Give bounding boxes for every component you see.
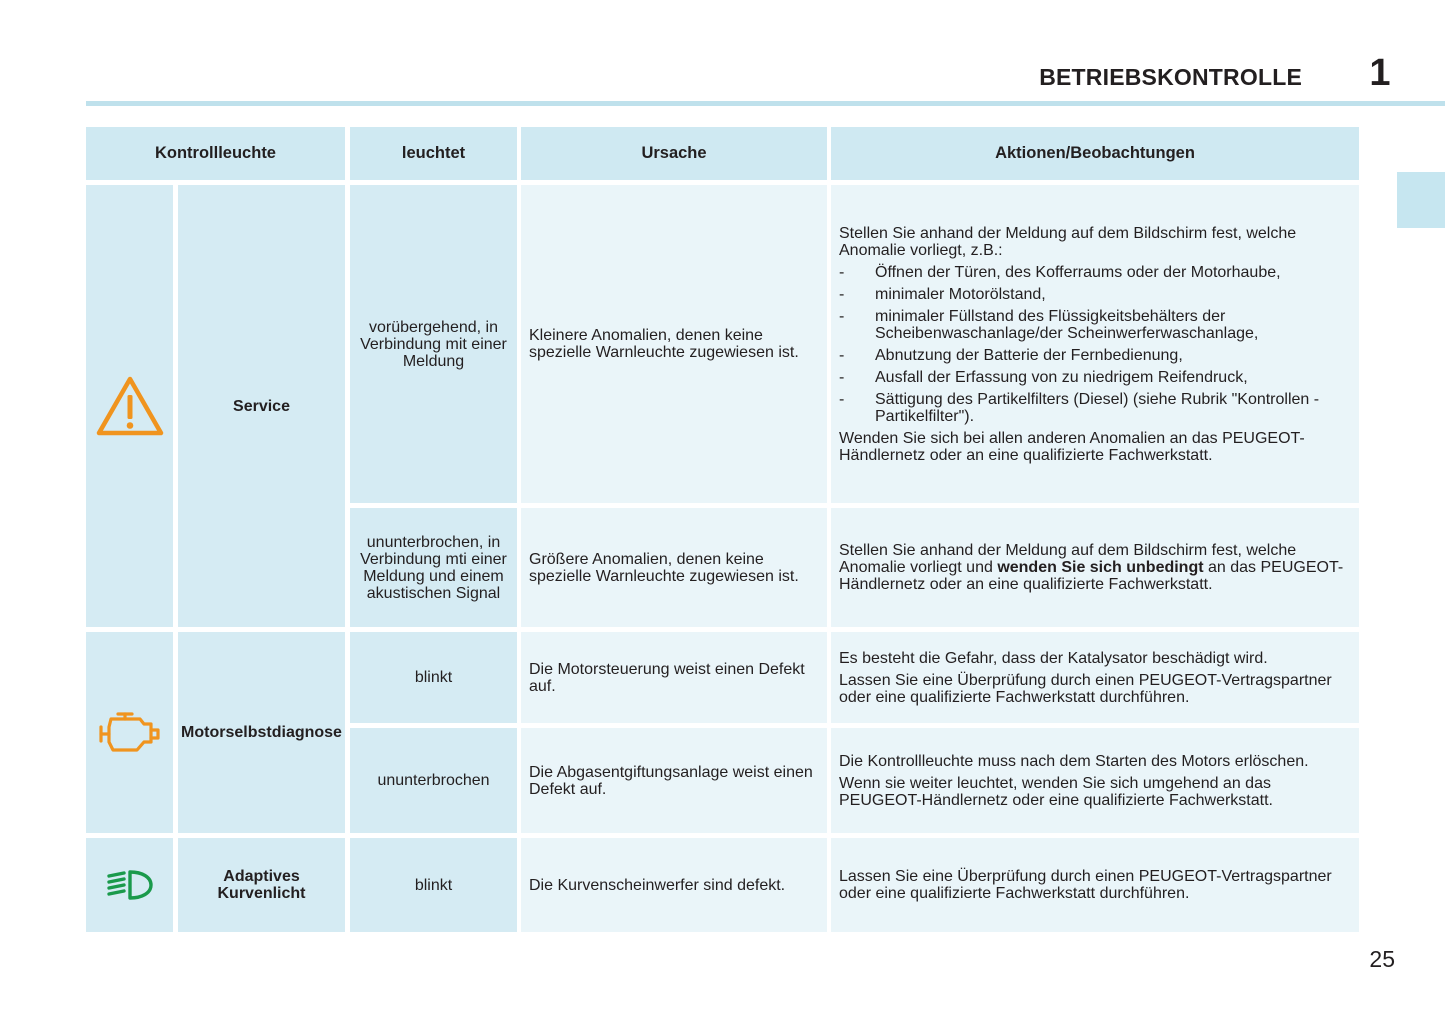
chapter-side-tab <box>1397 172 1445 228</box>
curve-row1-lights: blinkt <box>350 838 517 932</box>
column-header-ursache: Ursache <box>521 127 827 180</box>
chapter-number: 1 <box>1369 52 1391 94</box>
service-row1-cause: Kleinere Anomalien, denen keine spezielle Warnleuchte zugewiesen ist. <box>521 185 827 503</box>
list-dash: - <box>839 307 845 325</box>
column-header-aktionen: Aktionen/Beobachtungen <box>831 127 1359 180</box>
list-item: - Sättigung des Partikelfilters (Diesel) (siehe Rubrik "Kontrollen - Partikelfilter"). <box>839 390 1320 425</box>
section-title: BETRIEBSKONTROLLE <box>1039 64 1302 90</box>
engine-icon <box>99 710 161 756</box>
service-row2-actions: Stellen Sie anhand der Meldung auf dem Bildschirm fest, welche Anomalie vorliegt und wenden Sie sich unbedingt an das PEUGEOT-Händlernetz oder an eine qualifizierte Fachwerkstatt. <box>831 508 1359 627</box>
service-row2-lights: ununterbrochen, in Verbindung mti einer Meldung und einem akustischen Signal <box>350 508 517 627</box>
motor-row1-actions: Es besteht die Gefahr, dass der Katalysator beschädigt wird. Lassen Sie eine Überprüfung durch einen PEUGEOT-Vertragspartner oder eine qualifizierte Fachwerkstatt durchführen. <box>831 632 1359 723</box>
headlight-icon <box>106 868 154 902</box>
motor-label: Motorselbstdiagnose <box>178 632 345 833</box>
list-dash: - <box>839 390 845 408</box>
curve-row1-cause: Die Kurvenscheinwerfer sind defekt. <box>521 838 827 932</box>
motor-row2-cause: Die Abgasentgiftungsanlage weist einen Defekt auf. <box>521 728 827 833</box>
list-dash: - <box>839 285 845 303</box>
curve-label: Adaptives Kurvenlicht <box>178 838 345 932</box>
page-number: 25 <box>1369 946 1395 972</box>
list-item: - minimaler Motorölstand, <box>839 285 1046 303</box>
emphasis-text: wenden Sie sich unbedingt <box>997 559 1204 576</box>
service-row1-actions <box>831 185 1359 503</box>
service-actions-intro: Stellen Sie anhand der Meldung auf dem Bildschirm fest, welche Anomalie vorliegt, z.B.: <box>839 224 1297 259</box>
service-icon-cell <box>86 185 173 627</box>
motor-icon-cell <box>86 632 173 833</box>
curve-icon-cell <box>86 838 173 932</box>
warning-triangle-icon <box>95 375 165 437</box>
service-label: Service <box>178 185 345 627</box>
motor-row1-lights: blinkt <box>350 632 517 723</box>
list-dash: - <box>839 346 845 364</box>
list-item: - Ausfall der Erfassung von zu niedrigem Reifendruck, <box>839 368 1248 386</box>
motor-row1-cause: Die Motorsteuerung weist einen Defekt auf. <box>521 632 827 723</box>
list-item: - Abnutzung der Batterie der Fernbedienung, <box>839 346 1183 364</box>
list-dash: - <box>839 263 845 281</box>
service-row2-cause: Größere Anomalien, denen keine spezielle Warnleuchte zugewiesen ist. <box>521 508 827 627</box>
service-anomaly-list <box>839 264 1351 425</box>
list-item: - Öffnen der Türen, des Kofferraums oder der Motorhaube, <box>839 263 1281 281</box>
column-header-kontrollleuchte: Kontrollleuchte <box>86 127 345 180</box>
list-dash: - <box>839 368 845 386</box>
header-rule <box>86 101 1445 106</box>
motor-row2-actions: Die Kontrollleuchte muss nach dem Starten des Motors erlöschen. Wenn sie weiter leuchtet, wenden Sie sich umgehend an das PEUGEOT-Händlernetz oder eine qualifizierte Fachwerkstatt. <box>831 728 1359 833</box>
service-row1-lights: vorübergehend, in Verbindung mit einer Meldung <box>350 185 517 503</box>
list-item: - minimaler Füllstand des Flüssigkeitsbehälters der Scheibenwaschanlage/der Scheinwerferwaschanlage, <box>839 307 1259 342</box>
motor-row2-lights: ununterbrochen <box>350 728 517 833</box>
curve-row1-actions: Lassen Sie eine Überprüfung durch einen PEUGEOT-Vertragspartner oder eine qualifizierte Fachwerkstatt durchführen. <box>831 838 1359 932</box>
service-actions-outro: Wenden Sie sich bei allen anderen Anomalien an das PEUGEOT-Händlernetz oder an eine qualifizierte Fachwerkstatt. <box>839 429 1305 464</box>
column-header-leuchtet: leuchtet <box>350 127 517 180</box>
